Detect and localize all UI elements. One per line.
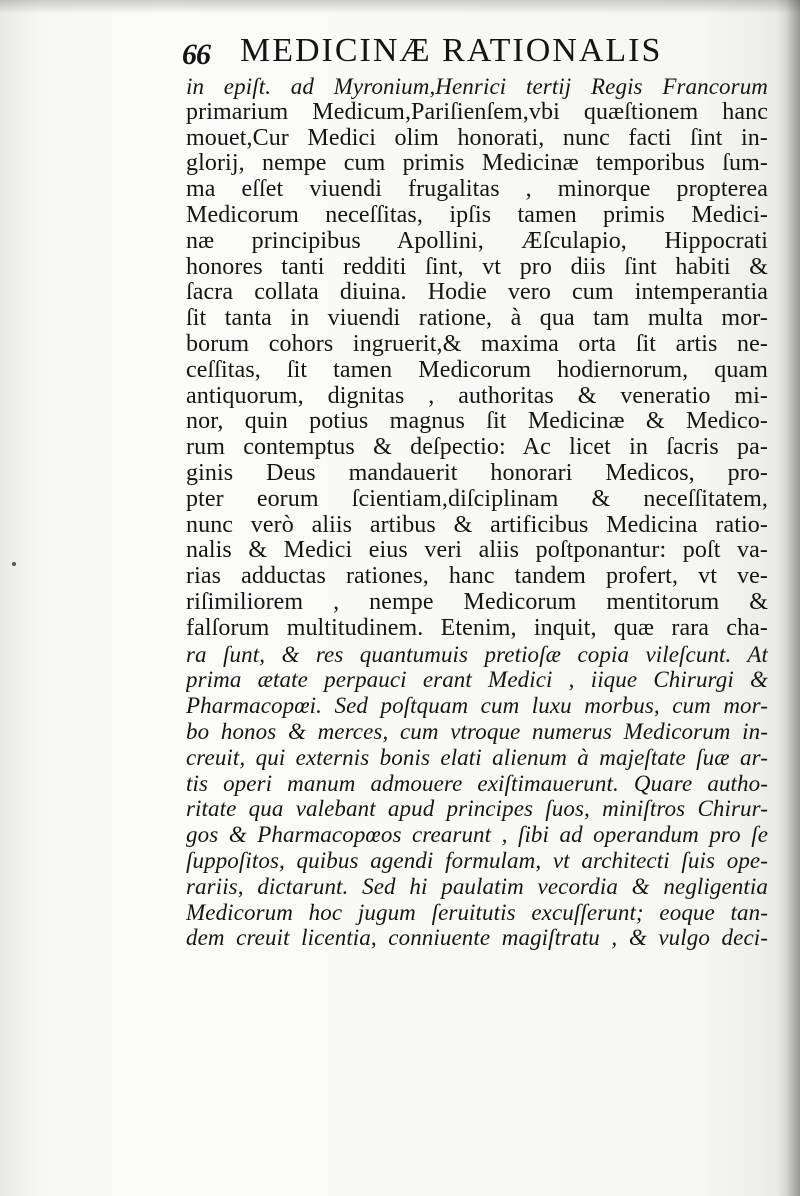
text-line: prima ætate perpauci erant Medici , iique Chirurgi & [186, 667, 768, 693]
text-line: næ principibus Apollini, Æſculapio, Hippocrati [186, 228, 768, 254]
text-line: ſuppoſitos, quibus agendi formulam, vt architecti ſuis ope- [186, 847, 768, 873]
text-line: creuit, qui externis bonis elati alienum à majeſtate ſuæ ar- [186, 744, 768, 770]
text-line: ra ſunt, & res quantumuis pretioſæ copia vileſcunt. At [186, 641, 768, 667]
text-line: tis operi manum admouere exiſtimauerunt. Quare autho- [186, 770, 768, 796]
ink-speck [12, 562, 16, 566]
text-line: ginis Deus mandauerit honorari Medicos, pro- [186, 460, 768, 486]
text-line: ceſſitas, ſit tamen Medicorum hodiernorum, quam [186, 357, 768, 383]
body-text [186, 74, 768, 951]
text-line: gos & Pharmacopœos crearunt , ſibi ad operandum pro ſe [186, 822, 768, 848]
text-line: in epiſt. ad Myronium,Henrici tertij Regis Francorum [186, 74, 768, 99]
text-line: mouet,Cur Medici olim honorati, nunc facti ſint in- [186, 125, 768, 151]
text-line: honores tanti redditi ſint, vt pro diis ſint habiti & [186, 254, 768, 280]
right-edge-shadow [776, 0, 800, 1196]
text-line: bo honos & merces, cum vtroque numerus Medicorum in- [186, 718, 768, 744]
text-line: Medicorum neceſſitas, ipſis tamen primis Medici- [186, 202, 768, 228]
text-line: riſimiliorem , nempe Medicorum mentitorum & [186, 589, 768, 615]
text-line: glorij, nempe cum primis Medicinæ temporibus ſum- [186, 151, 768, 177]
top-scan-shadow [0, 0, 800, 14]
text-line: nunc verò aliis artibus & artificibus Medicina ratio- [186, 512, 768, 538]
text-line: nor, quin potius magnus ſit Medicinæ & Medico- [186, 409, 768, 435]
text-line: ſit tanta in viuendi ratione, à qua tam multa mor- [186, 306, 768, 332]
text-line: ſacra collata diuina. Hodie vero cum intemperantia [186, 280, 768, 306]
page-number: 66 [182, 38, 210, 71]
text-line: rias adductas rationes, hanc tandem profert, vt ve- [186, 564, 768, 590]
text-line: dem creuit licentia, conniuente magiſtratu , & vulgo deci- [186, 925, 768, 951]
text-line: rum contemptus & deſpectio: Ac licet in ſacris pa- [186, 435, 768, 461]
running-head: MEDICINÆ RATIONALIS [240, 32, 663, 69]
text-line: nalis & Medici eius veri aliis poſtponantur: poſt va- [186, 538, 768, 564]
text-line: borum cohors ingruerit,& maxima orta ſit artis ne- [186, 331, 768, 357]
text-line: antiquorum, dignitas , authoritas & veneratio mi- [186, 383, 768, 409]
text-line: Pharmacopœi. Sed poſtquam cum luxu morbus, cum mor- [186, 693, 768, 719]
text-line: pter eorum ſcientiam,diſciplinam & neceſſitatem, [186, 486, 768, 512]
text-line: falſorum multitudinem. Etenim, inquit, quæ rara cha- [186, 615, 768, 641]
text-line: rariis, dictarunt. Sed hi paulatim vecordia & negligentia [186, 873, 768, 899]
text-line: ritate qua valebant apud principes ſuos, miniſtros Chirur- [186, 796, 768, 822]
text-line: primarium Medicum,Pariſienſem,vbi quæſtionem hanc [186, 99, 768, 125]
text-line: ma eſſet viuendi frugalitas , minorque propterea [186, 177, 768, 203]
text-line: Medicorum hoc jugum ſeruitutis excuſſerunt; eoque tan- [186, 899, 768, 925]
